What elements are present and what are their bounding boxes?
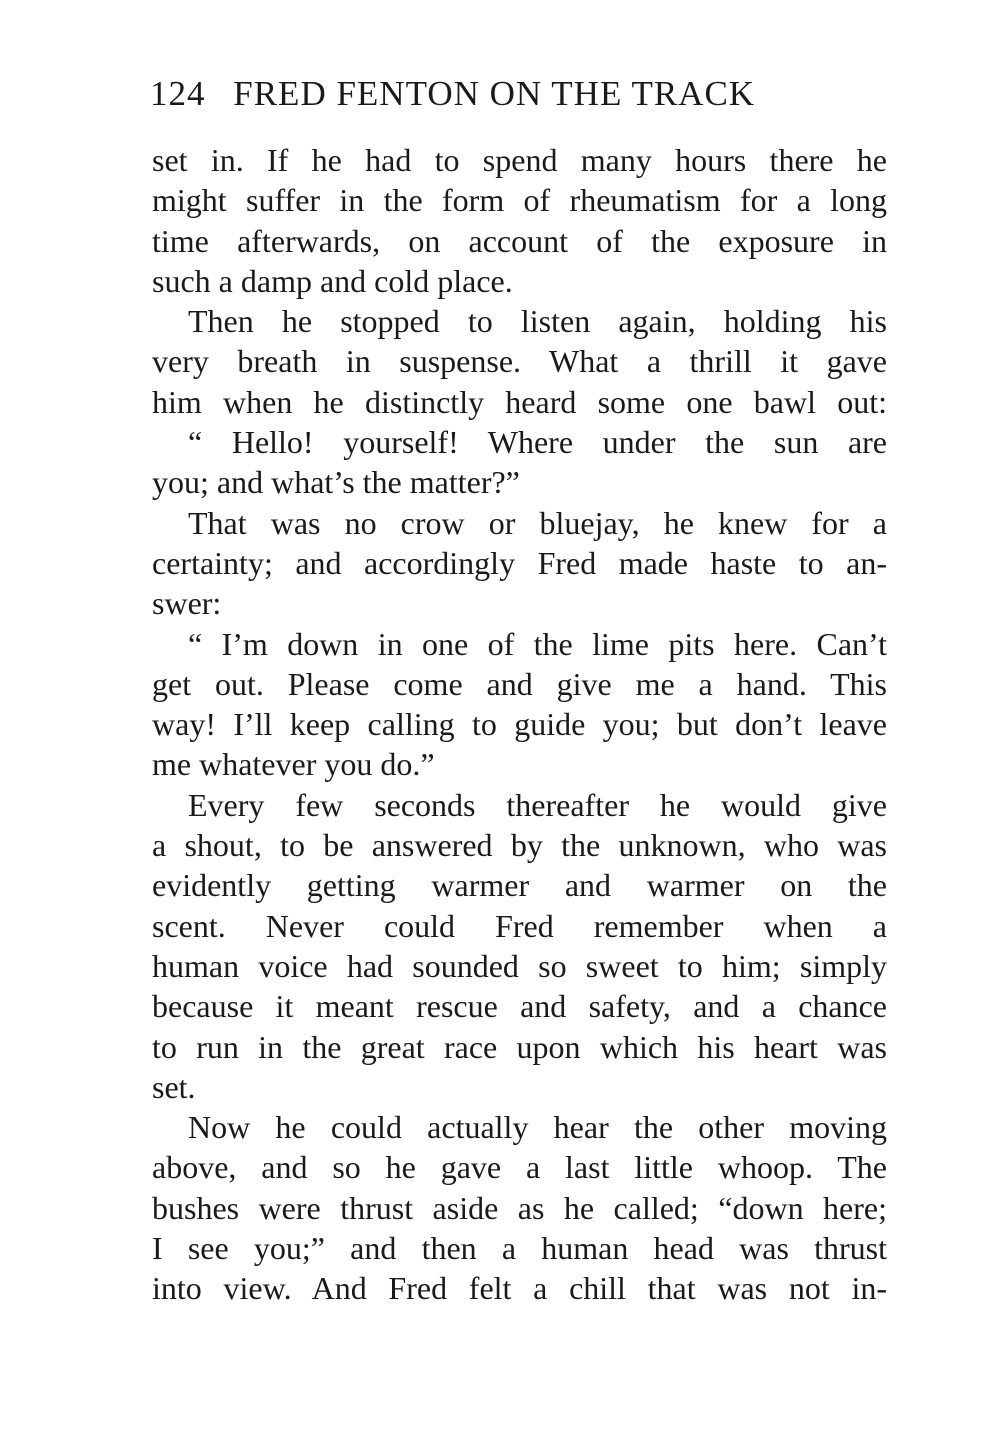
text-line: certainty; and accordingly Fred made haste to an- <box>152 544 887 581</box>
text-line: “ I’m down in one of the lime pits here. Can’t <box>188 625 887 662</box>
text-line: above, and so he gave a last little whoop. The <box>152 1149 887 1186</box>
text-line: him when he distinctly heard some one bawl out: <box>152 383 887 420</box>
text-line: swer: <box>152 585 222 622</box>
text-line: human voice had sounded so sweet to him; simply <box>152 947 887 984</box>
text-line: because it meant rescue and safety, and a chance <box>152 988 887 1025</box>
text-line: scent. Never could Fred remember when a <box>152 907 887 944</box>
text-line: a shout, to be answered by the unknown, who was <box>152 827 887 864</box>
running-title: FRED FENTON ON THE TRACK <box>233 74 756 113</box>
text-line: such a damp and cold place. <box>152 262 513 299</box>
text-line: to run in the great race upon which his heart was <box>152 1028 887 1065</box>
text-line: evidently getting warmer and warmer on the <box>152 867 887 904</box>
text-line: very breath in suspense. What a thrill it gave <box>152 343 887 380</box>
text-line: Every few seconds thereafter he would give <box>188 786 887 823</box>
text-line: “ Hello! yourself! Where under the sun are <box>188 424 887 461</box>
text-line: set in. If he had to spend many hours there he <box>152 142 887 178</box>
text-line: me whatever you do.” <box>152 746 435 783</box>
text-line: I see you;” and then a human head was thrust <box>152 1230 887 1267</box>
text-line: get out. Please come and give me a hand. This <box>152 665 887 702</box>
text-line: set. <box>152 1068 196 1105</box>
text-line: Then he stopped to listen again, holding his <box>188 303 887 340</box>
body-text <box>152 140 887 1309</box>
text-line: bushes were thrust aside as he called; “down here; <box>152 1189 887 1226</box>
text-line: time afterwards, on account of the exposure in <box>152 222 887 259</box>
text-line: That was no crow or bluejay, he knew for a <box>188 504 887 541</box>
text-line: might suffer in the form of rheumatism for a long <box>152 182 887 219</box>
running-header <box>150 72 885 116</box>
text-line: into view. And Fred felt a chill that was not in- <box>152 1270 887 1307</box>
text-line: you; and what’s the matter?” <box>152 464 520 501</box>
text-line: Now he could actually hear the other moving <box>188 1109 887 1146</box>
page-number: 124 <box>150 74 206 113</box>
text-line: way! I’ll keep calling to guide you; but don’t leave <box>152 706 887 743</box>
